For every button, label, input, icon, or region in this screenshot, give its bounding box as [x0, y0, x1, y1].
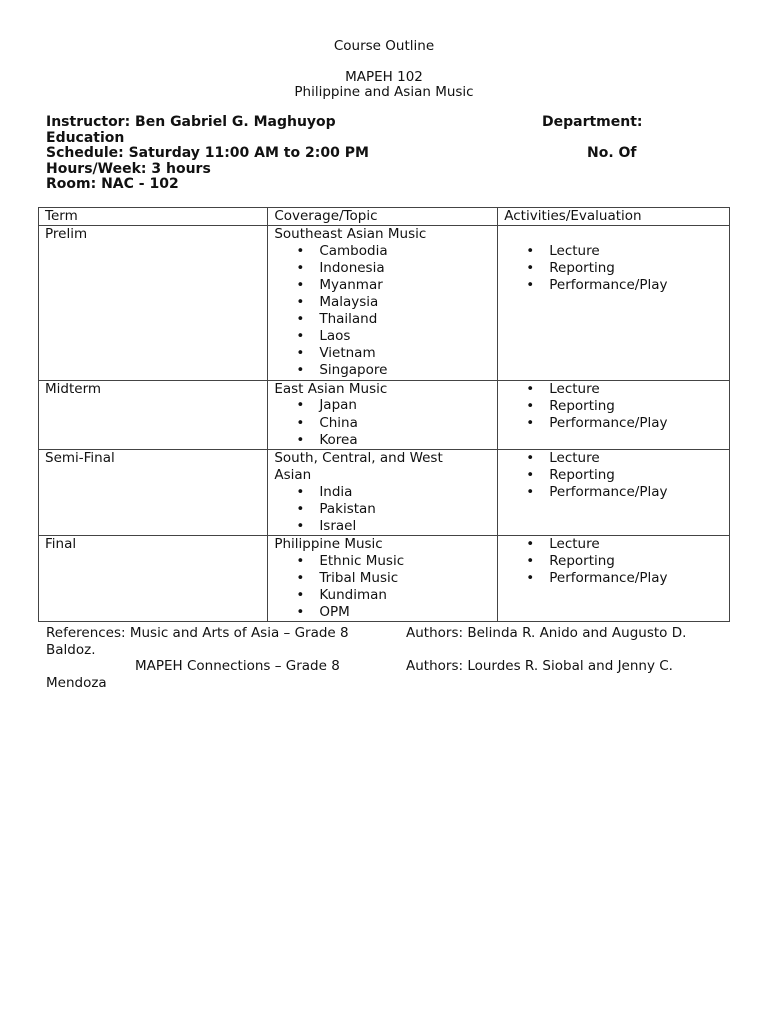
topic-list: [274, 397, 497, 448]
reference-1-authors: Authors: Belinda R. Anido and Augusto D.: [406, 625, 687, 641]
list-item: • Performance/Play: [504, 277, 729, 294]
list-item: • Pakistan: [274, 501, 497, 518]
table-row: [39, 380, 730, 449]
table-row: [39, 535, 730, 621]
course-info: [46, 115, 736, 193]
activities-list: [504, 243, 729, 294]
course-outline-table: [38, 207, 730, 622]
reference-1-authors-cont: Baldoz.: [46, 641, 96, 658]
topic-list: [274, 243, 497, 380]
list-item: • Performance/Play: [504, 484, 729, 501]
topic-title: East Asian Music: [274, 380, 388, 397]
topic-title: Southeast Asian Music: [274, 225, 427, 242]
list-item: • Israel: [274, 518, 497, 535]
list-item: • Lecture: [504, 450, 729, 467]
list-item: • Korea: [274, 432, 497, 449]
document-title: Course Outline: [333, 38, 435, 54]
list-item: • Performance/Play: [504, 415, 729, 432]
list-item: • OPM: [274, 604, 497, 621]
list-item: • Laos: [274, 328, 497, 345]
list-item: • Reporting: [504, 553, 729, 570]
topic-cell: [268, 449, 498, 535]
list-item: • India: [274, 484, 497, 501]
list-item: • Lecture: [504, 381, 729, 398]
term-cell: Midterm: [39, 380, 268, 449]
activities-list: [504, 381, 729, 432]
department-label: Department:: [542, 114, 643, 130]
list-item: • Singapore: [274, 362, 497, 379]
list-item: • Thailand: [274, 311, 497, 328]
activities-list: [504, 450, 729, 501]
list-item: • Reporting: [504, 398, 729, 415]
list-item: • Japan: [274, 397, 497, 414]
reference-2-authors-cont: Mendoza: [46, 674, 107, 691]
term-cell: Prelim: [39, 225, 268, 380]
topic-list: [274, 484, 497, 535]
list-item: • Myanmar: [274, 277, 497, 294]
table-row: [39, 225, 730, 380]
reference-2-title: MAPEH Connections – Grade 8: [135, 658, 340, 674]
schedule-text: Schedule: Saturday 11:00 AM to 2:00 PM: [46, 145, 369, 161]
term-cell: Final: [39, 535, 268, 621]
reference-1-title: References: Music and Arts of Asia – Grade 8: [46, 625, 349, 641]
topic-list: [274, 553, 497, 621]
list-item: • Indonesia: [274, 260, 497, 277]
list-item: • Performance/Play: [504, 570, 729, 587]
table-header-row: [39, 208, 730, 226]
activities-cell: [498, 535, 730, 621]
header-term: Term: [39, 208, 268, 226]
header-activities: Activities/Evaluation: [498, 208, 730, 226]
room-text: Room: NAC - 102: [46, 176, 179, 192]
topic-cell: [268, 380, 498, 449]
hours-label: No. Of: [587, 145, 637, 161]
list-item: • Kundiman: [274, 587, 497, 604]
hours-per-week: Hours/Week: 3 hours: [46, 160, 211, 177]
topic-title: Philippine Music: [274, 535, 383, 552]
list-item: • Malaysia: [274, 294, 497, 311]
reference-2-authors: Authors: Lourdes R. Siobal and Jenny C.: [406, 658, 673, 674]
list-item: • Ethnic Music: [274, 553, 497, 570]
list-item: • China: [274, 415, 497, 432]
list-item: • Lecture: [504, 243, 729, 260]
references-section: [46, 625, 746, 691]
list-item: • Vietnam: [274, 345, 497, 362]
course-name: Philippine and Asian Music: [294, 84, 474, 100]
term-cell: Semi-Final: [39, 449, 268, 535]
header-topic: Coverage/Topic: [268, 208, 498, 226]
table-row: [39, 449, 730, 535]
topic-cell: [268, 535, 498, 621]
activities-cell: [498, 225, 730, 380]
topic-cell: [268, 225, 498, 380]
department-value: Education: [46, 129, 125, 146]
topic-title: South, Central, and West Asian: [274, 449, 443, 483]
list-item: • Tribal Music: [274, 570, 497, 587]
list-item: • Reporting: [504, 467, 729, 484]
list-item: • Reporting: [504, 260, 729, 277]
list-item: • Cambodia: [274, 243, 497, 260]
list-item: • Lecture: [504, 536, 729, 553]
course-code: MAPEH 102: [345, 69, 423, 85]
activities-cell: [498, 380, 730, 449]
activities-cell: [498, 449, 730, 535]
instructor-text: Instructor: Ben Gabriel G. Maghuyop: [46, 114, 336, 130]
activities-list: [504, 536, 729, 587]
